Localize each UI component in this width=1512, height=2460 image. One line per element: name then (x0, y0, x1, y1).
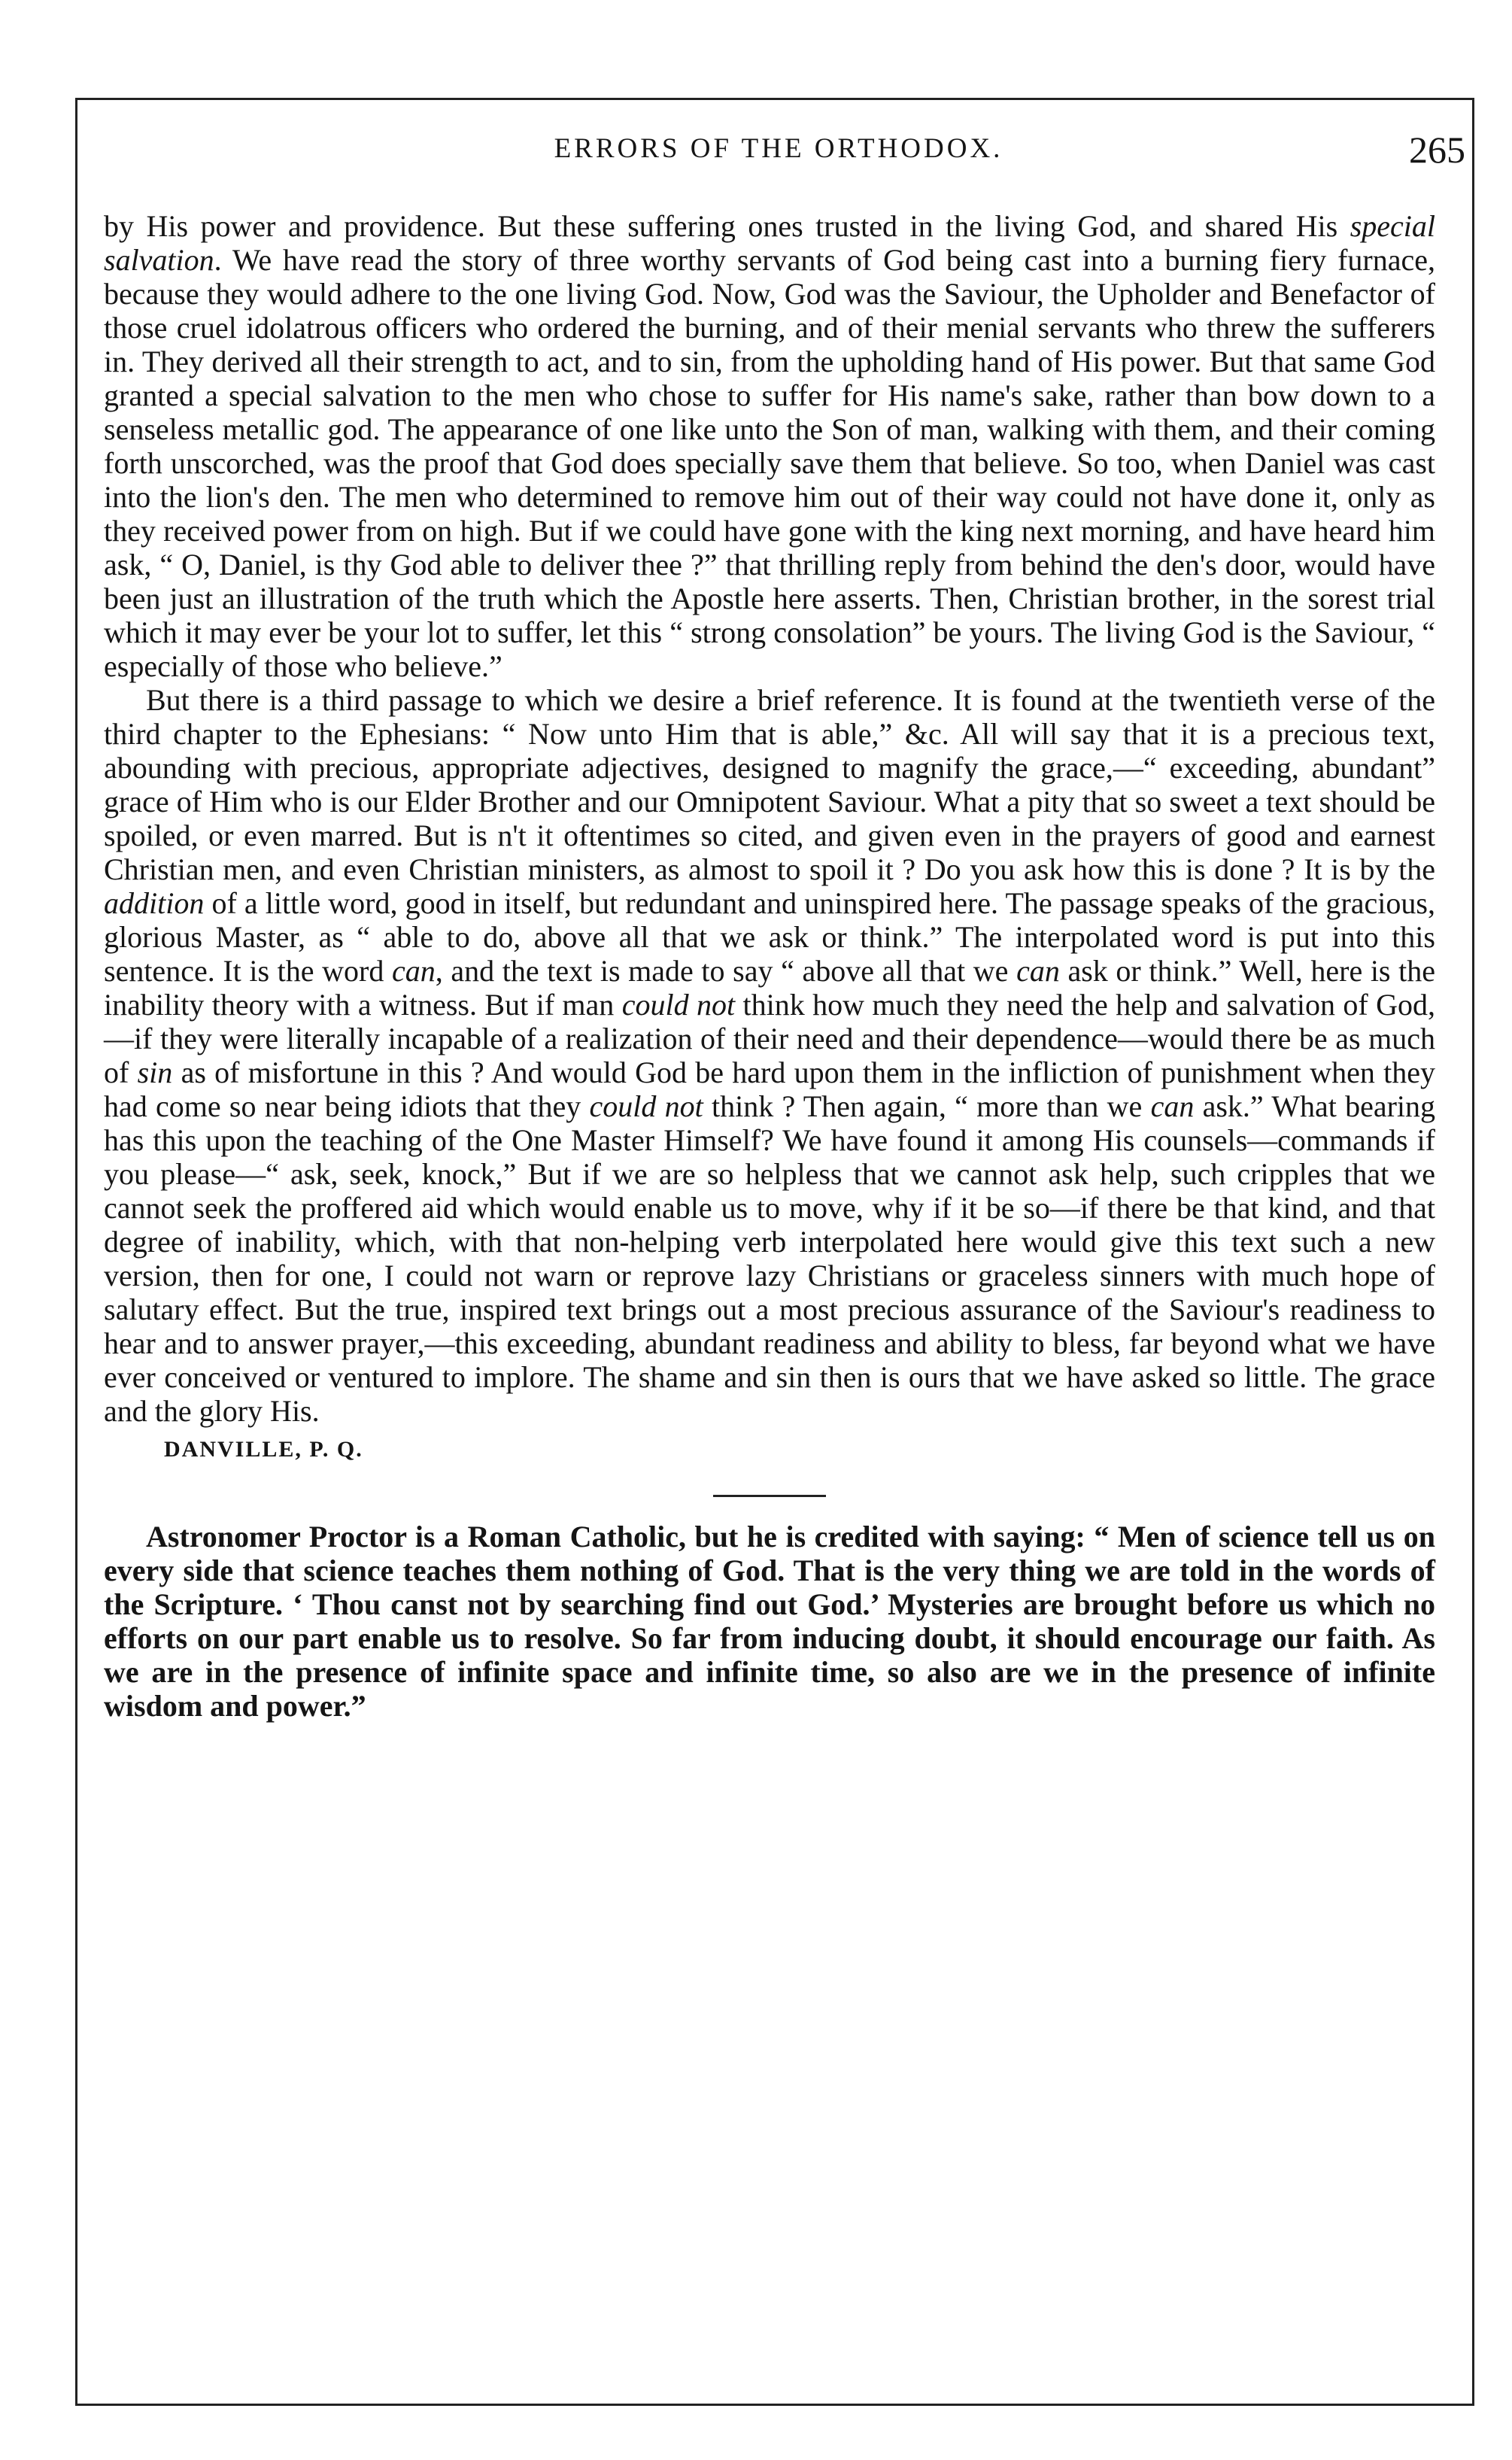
article-body (104, 209, 1435, 1723)
proctor-note: Astronomer Proctor is a Roman Catholic, but he is credited with saying: “ Men of science tell us on every side that science teaches them nothing of God. That is the very thing we are told in the words of the Scripture. ‘ Thou canst not by searching find out God.’ Mysteries are brought before us which no efforts on our part enable us to resolve. So far from inducing doubt, it should encourage our faith. As we are in the presence of infinite space and infinite time, so also are we in the presence of infinite wisdom and power.” (104, 1520, 1435, 1723)
frame-rule-bottom (75, 2404, 1474, 2406)
page-number: 265 (1409, 129, 1465, 171)
frame-rule-left (75, 98, 77, 2406)
page-header (90, 128, 1467, 181)
running-title: ERRORS OF THE ORTHODOX. (554, 133, 1003, 164)
page-frame (75, 98, 1474, 2407)
signature: DANVILLE, P. Q. (164, 1437, 363, 1462)
paragraph-1: by His power and providence. But these suffering ones trusted in the living God, and shared His special salvation. We have read the story of three worthy servants of God being cast into a burning fiery furnace, because they would adhere to the one living God. Now, God was the Saviour, the Upholder and Benefactor of those cruel idolatrous officers who ordered the burning, and of their menial servants who threw the sufferers in. They derived all their strength to act, and to sin, from the upholding hand of His power. But that same God granted a special salvation to the men who chose to suffer for His name's sake, rather than bow down to a senseless metallic god. The appearance of one like unto the Son of man, walking with them, and their coming forth unscorched, was the proof that God does specially save them that believe. So too, when Daniel was cast into the lion's den. The men who determined to remove him out of their way could not have done it, only as they received power from on high. But if we could have gone with the king next morning, and have heard him ask, “ O, Daniel, is thy God able to deliver thee ?” that thrilling reply from behind the den's door, would have been just an illustration of the truth which the Apostle here asserts. Then, Christian brother, in the sorest trial which it may ever be your lot to suffer, let this “ strong consolation” be yours. The living God is the Saviour, “ especially of those who believe.” (104, 209, 1435, 683)
paragraph-2: But there is a third passage to which we desire a brief reference. It is found at the twentieth verse of the third chapter to the Ephesians: “ Now unto Him that is able,” &c. All will say that it is a precious text, abounding with precious, appropriate adjectives, designed to magnify the grace,—“ exceeding, abundant” grace of Him who is our Elder Brother and our Omnipotent Saviour. What a pity that so sweet a text should be spoiled, or even marred. But is n't it oftentimes so cited, and given even in the prayers of good and earnest Christian men, and even Christian ministers, as almost to spoil it ? Do you ask how this is done ? It is by the addition of a little word, good in itself, but redundant and uninspired here. The passage speaks of the gracious, glorious Master, as “ able to do, above all that we ask or think.” The interpolated word is put into this sentence. It is the word can, and the text is made to say “ above all that we can ask or think.” Well, here is the inability theory with a witness. But if man could not think how much they need the help and salvation of God,—if they were literally incapable of a realization of their need and their dependence—would there be as much of sin as of misfortune in this ? And would God be hard upon them in the infliction of punishment when they had come so near being idiots that they could not think ? Then again, “ more than we can ask.” What bearing has this upon the teaching of the One Master Himself? We have found it among His counsels—commands if you please—“ ask, seek, knock,” But if we are so helpless that we cannot ask help, such cripples that we cannot seek the proffered aid which would enable us to move, why if it be so—if there be that kind, and that degree of inability, which, with that non-helping verb interpolated here would give this text such a new version, then for one, I could not warn or reprove lazy Christians or graceless sinners with much hope of salutary effect. But the true, inspired text brings out a most precious assurance of the Saviour's readiness to hear and to answer prayer,—this exceeding, abundant readiness and ability to bless, far beyond what we have ever conceived or ventured to implore. The shame and sin then is ours that we have asked so little. The grace and the glory His. (104, 683, 1436, 1428)
frame-rule-right (1472, 98, 1474, 2406)
frame-rule-top (75, 98, 1474, 100)
section-separator (713, 1495, 826, 1497)
